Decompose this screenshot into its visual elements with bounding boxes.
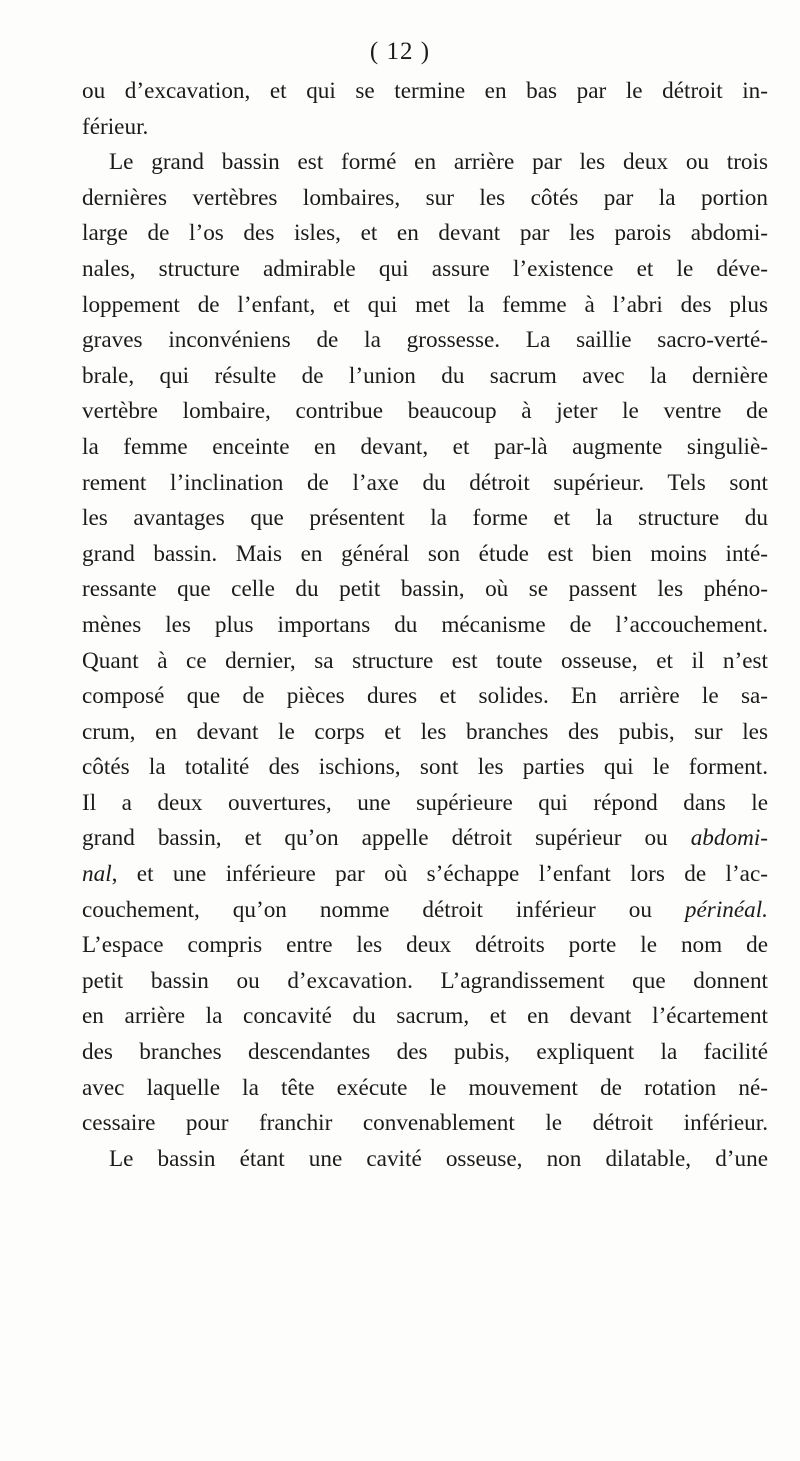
text-line: les avantages que présentent la forme et la structure du — [82, 505, 768, 532]
italic-term: périnéal. — [684, 896, 768, 923]
text-line — [82, 857, 768, 893]
text-line: avec laquelle la tête exécute le mouvement de rotation né- — [82, 1074, 768, 1101]
text-line: rement l’inclination de l’axe du détroit supérieur. Tels sont — [82, 469, 768, 496]
text-line: crum, en devant le corps et les branches des pubis, sur les — [82, 718, 768, 745]
text-line: Il a deux ouvertures, une supérieure qui répond dans le — [82, 789, 768, 816]
text-line: en arrière la concavité du sacrum, et en devant l’écartement — [82, 1003, 768, 1030]
text-line: férieur. — [82, 113, 149, 140]
text-line: la femme enceinte en devant, et par-là augmente singuliè- — [82, 433, 768, 460]
text-line: composé que de pièces dures et solides. En arrière le sa- — [82, 683, 768, 710]
page-number: ( 12 ) — [369, 38, 431, 65]
text-line: loppement de l’enfant, et qui met la femme à l’abri des plus — [82, 291, 768, 318]
text-line: graves inconvéniens de la grossesse. La saillie sacro-verté- — [82, 327, 768, 354]
italic-term: abdomi- — [690, 825, 768, 852]
text-line: brale, qui résulte de l’union du sacrum avec la dernière — [82, 362, 768, 389]
text-line: mènes les plus importans du mécanisme de l’accouchement. — [82, 611, 768, 638]
text-line: L’espace compris entre les deux détroits porte le nom de — [82, 932, 768, 959]
text-line: des branches descendantes des pubis, expliquent la facilité — [82, 1039, 768, 1066]
text-line: nales, structure admirable qui assure l’existence et le déve- — [82, 255, 768, 282]
text-line: grand bassin. Mais en général son étude est bien moins inté- — [82, 540, 768, 567]
text-line: ou d’excavation, et qui se termine en bas par le détroit in- — [82, 78, 768, 104]
text-line: large de l’os des isles, et en devant par les parois abdomi- — [82, 220, 768, 247]
body-text — [82, 74, 768, 1177]
text-line: ressante que celle du petit bassin, où se passent les phéno- — [82, 576, 768, 603]
text-segment: , et une inférieure par où s’échappe l’enfant lors de l’ac- — [111, 861, 768, 888]
text-line: vertèbre lombaire, contribue beaucoup à jeter le ventre de — [82, 398, 768, 425]
text-line: petit bassin ou d’excavation. L’agrandissement que donnent — [82, 967, 768, 994]
text-line: cessaire pour franchir convenablement le détroit inférieur. — [82, 1110, 768, 1137]
text-line: Le bassin étant une cavité osseuse, non dilatable, d’une — [109, 1145, 768, 1172]
text-segment: grand bassin, et qu’on appelle détroit supérieur ou — [82, 825, 691, 852]
text-line — [82, 893, 768, 929]
text-segment: couchement, qu’on nomme détroit inférieur ou — [82, 896, 685, 923]
text-line: Quant à ce dernier, sa structure est toute osseuse, et il n’est — [82, 647, 768, 674]
text-line — [82, 821, 768, 857]
italic-term: nal — [82, 861, 112, 888]
text-line: dernières vertèbres lombaires, sur les côtés par la portion — [82, 184, 768, 211]
text-line: Le grand bassin est formé en arrière par les deux ou trois — [109, 149, 768, 176]
text-line: côtés la totalité des ischions, sont les parties qui le forment. — [82, 754, 768, 781]
